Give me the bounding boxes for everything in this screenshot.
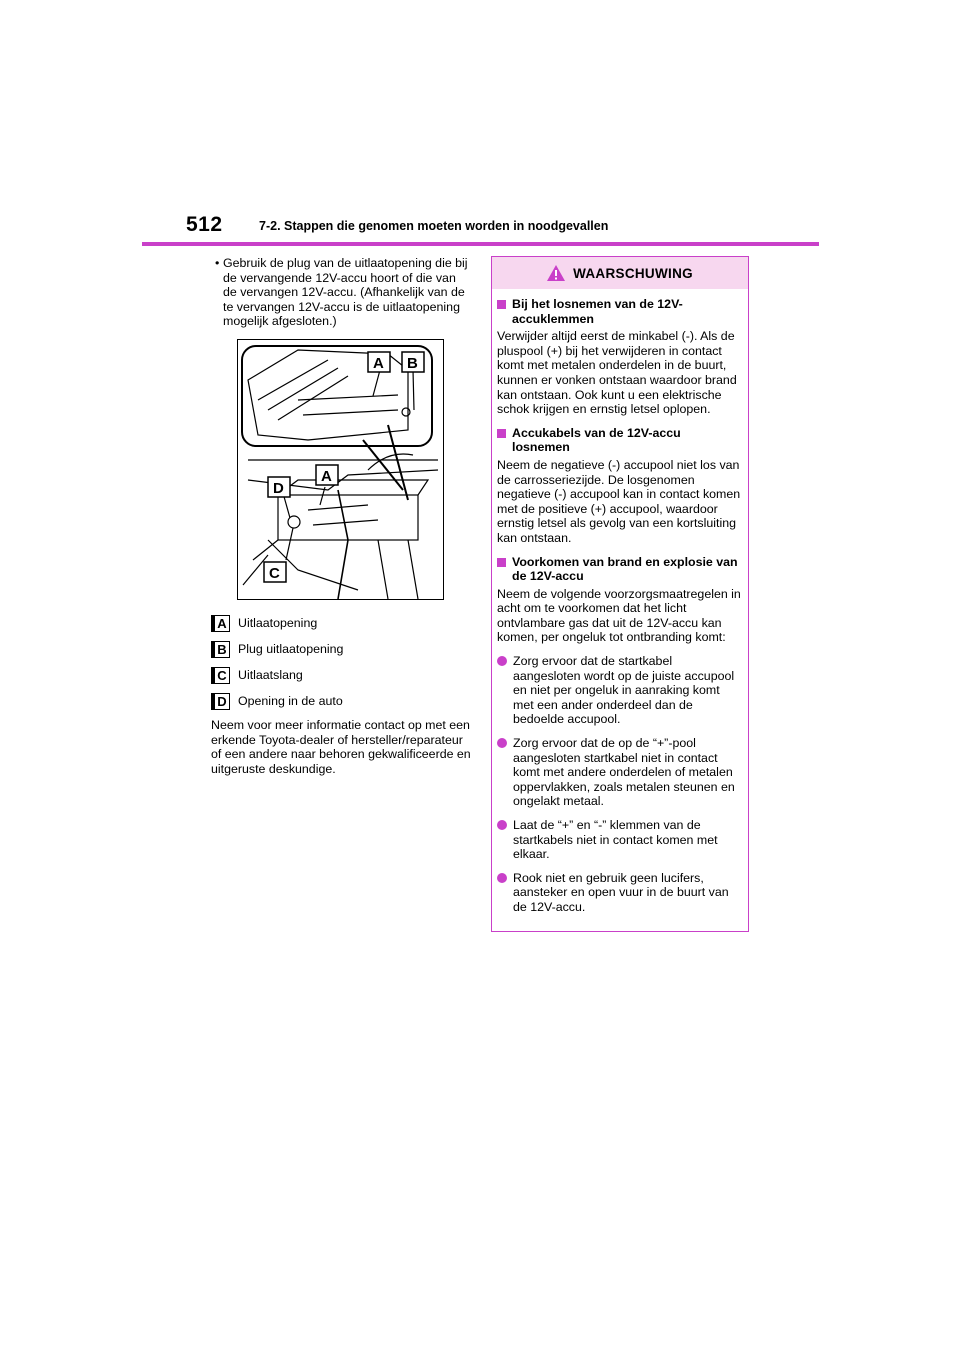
- legend-text: Plug uitlaatopening: [238, 642, 344, 656]
- square-bullet-icon: [497, 300, 506, 309]
- warning-header: [492, 257, 748, 289]
- warning-bullet-text: Zorg ervoor dat de startkabel aangesloten wordt op de juiste accupool en niet per ongeluk in aanraking komt met een ander onderdeel dan de bedoelde accupool.: [513, 654, 735, 727]
- left-column: [211, 256, 473, 329]
- warning-section-text: Neem de negatieve (-) accupool niet los van de carrosseriezijde. De losgenomen negatieve (-) accupool kan in contact komen met de positieve (+) accupool, waardoor ernstig letsel als gevolg van een kortsluiting kan ontstaan.: [497, 457, 741, 545]
- warning-section-text: Neem de volgende voorzorgsmaatregelen in acht om te voorkomen dat het licht ontvlambare gas dat uit de 12V-accu kan komen, per ongeluk tot ontbranding komt:: [497, 586, 741, 645]
- warning-title: WAARSCHUWING: [573, 265, 693, 281]
- warning-section-heading: [497, 426, 742, 455]
- legend-text: Opening in de auto: [238, 694, 343, 708]
- contact-note: Neem voor meer informatie contact op met een erkende Toyota-dealer of hersteller/reparateur of een andere naar behoren gekwalificeerde en uitgeruste deskundige.: [211, 718, 471, 776]
- square-bullet-icon: [497, 558, 506, 567]
- figure-label-a-top: A: [373, 355, 384, 372]
- section-title: 7-2. Stappen die genomen moeten worden in noodgevallen: [259, 219, 609, 233]
- legend-row: [211, 636, 473, 662]
- bullet-marker: •: [215, 256, 220, 270]
- battery-illustration: [237, 339, 444, 600]
- bullet-text: Gebruik de plug van de uitlaatopening die bij de vervangende 12V-accu hoort of die van de vervangen 12V-accu. (Afhankelijk van de te vervangen 12V-accu is de uitlaatopening mogelijk afgesloten.): [223, 256, 468, 329]
- bullet-paragraph: [211, 256, 473, 329]
- warning-bullet-text: Zorg ervoor dat de op de “+”-pool aangesloten startkabel niet in contact komt met andere onderdelen of metalen oppervlakken, zoals metalen steunen en ongelakt metaal.: [513, 736, 735, 809]
- header-rule: [142, 242, 819, 246]
- warning-section-heading: [497, 555, 742, 584]
- legend-letter: B: [211, 641, 230, 658]
- warning-box: [491, 256, 749, 932]
- legend-row: [211, 688, 473, 714]
- figure-label-a-bottom: A: [321, 468, 332, 485]
- warning-bullet-text: Rook niet en gebruik geen lucifers, aansteker en open vuur in de buurt van de 12V-accu.: [513, 870, 729, 914]
- legend-text: Uitlaatslang: [238, 668, 303, 682]
- warning-body: [492, 289, 748, 915]
- warning-bullet: [497, 654, 742, 727]
- legend-row: [211, 662, 473, 688]
- warning-section-heading: [497, 297, 742, 326]
- warning-section-text: Verwijder altijd eerst de minkabel (-). Als de pluspool (+) bij het verwijderen in contact komt met metalen onderdelen in de buurt, kunnen er vonken ontstaan waardoor brand kan ontstaan. Ook kunt u een elektrische schok krijgen en ernstig letsel oplopen.: [497, 329, 737, 417]
- warning-triangle-icon: [547, 265, 565, 281]
- legend-letter: D: [211, 693, 230, 710]
- figure-label-c: C: [269, 565, 280, 582]
- figure-label-b: B: [407, 355, 418, 372]
- legend-row: [211, 610, 473, 636]
- warning-heading-text: Voorkomen van brand en explosie van de 12V-accu: [512, 554, 738, 584]
- circle-bullet-icon: [497, 656, 507, 666]
- legend-letter: A: [211, 615, 230, 632]
- warning-bullet-text: Laat de “+” en “-” klemmen van de startkabels niet in contact komen met elkaar.: [513, 818, 718, 862]
- warning-bullet: [497, 818, 742, 862]
- warning-heading-text: Bij het losnemen van de 12V-accuklemmen: [512, 297, 683, 326]
- square-bullet-icon: [497, 429, 506, 438]
- legend-letter: C: [211, 667, 230, 684]
- circle-bullet-icon: [497, 738, 507, 748]
- page-number: 512: [186, 213, 223, 236]
- battery-drawing: [238, 340, 443, 599]
- legend: [211, 610, 473, 714]
- legend-text: Uitlaatopening: [238, 616, 318, 630]
- circle-bullet-icon: [497, 820, 507, 830]
- warning-bullet: [497, 736, 742, 809]
- warning-heading-text: Accukabels van de 12V-accu losnemen: [512, 425, 681, 455]
- circle-bullet-icon: [497, 873, 507, 883]
- warning-bullet: [497, 871, 742, 915]
- figure-label-d: D: [273, 480, 284, 497]
